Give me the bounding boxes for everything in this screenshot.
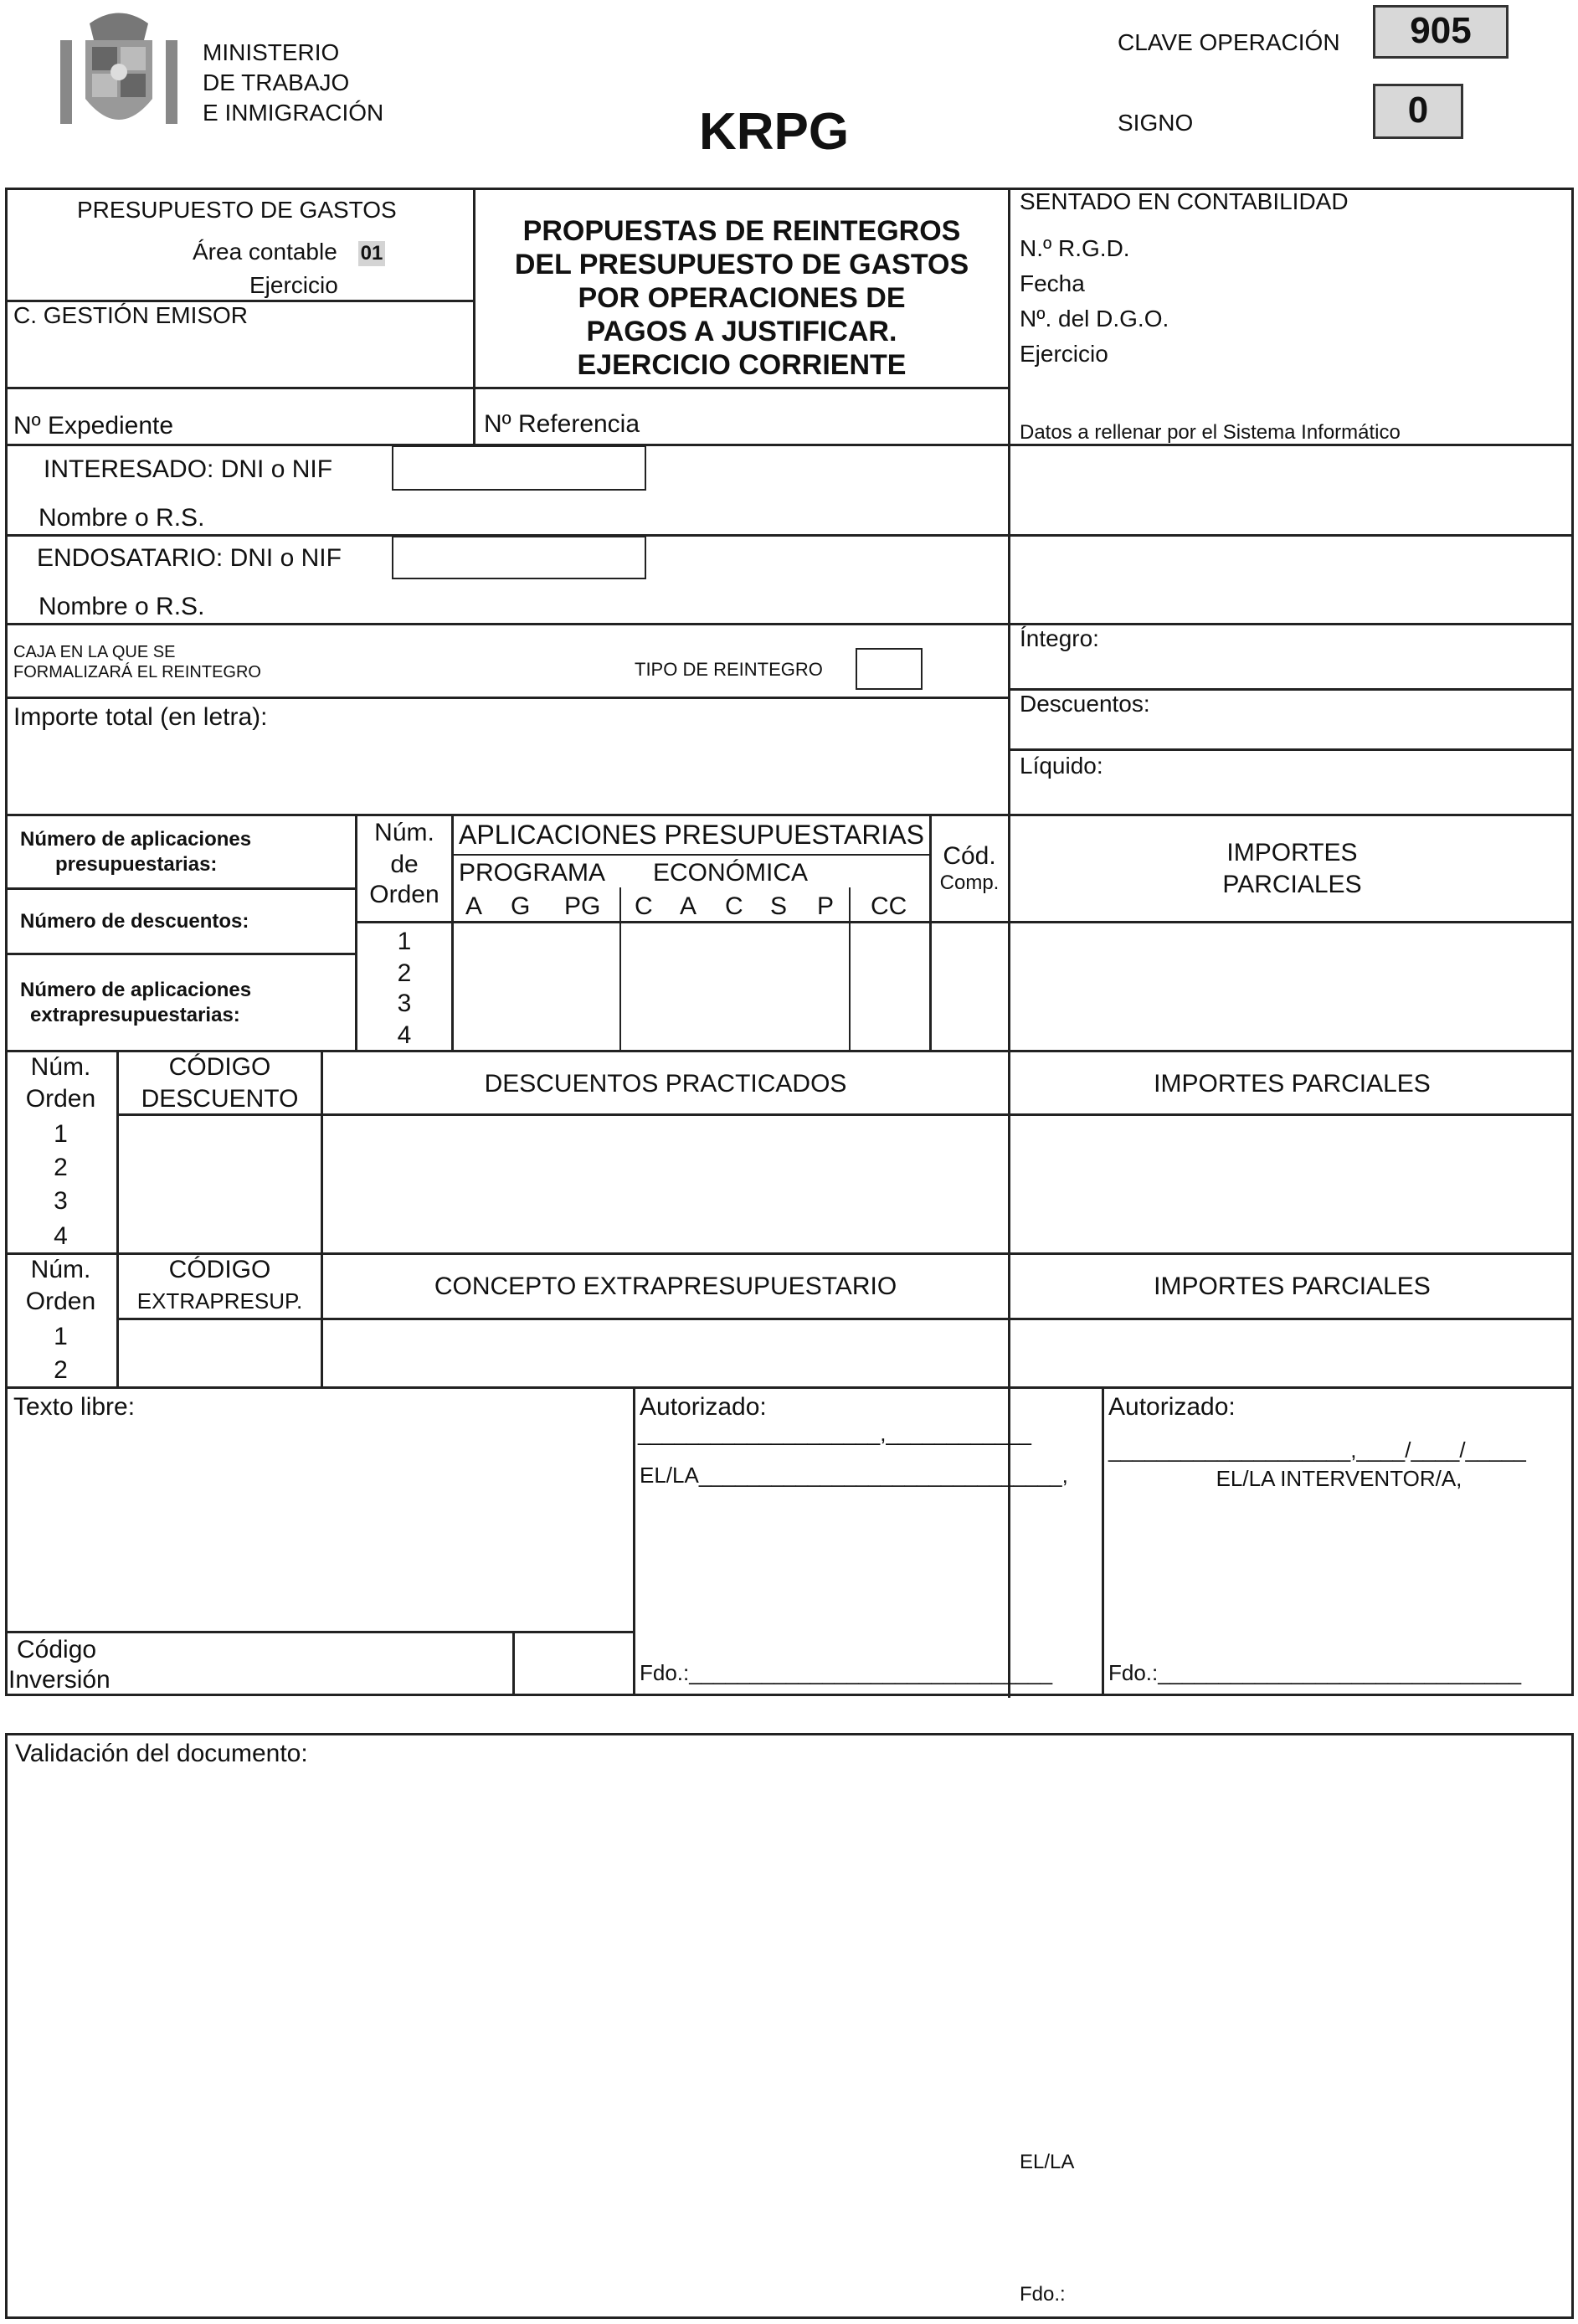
- datos-sistema-label: Datos a rellenar por el Sistema Informático: [1020, 421, 1401, 444]
- desc-order-1: 1: [54, 1120, 68, 1148]
- economica-label: ECONÓMICA: [653, 859, 809, 887]
- importe-letra-label: Importe total (en letra):: [13, 703, 268, 731]
- validacion-label: Validación del documento:: [15, 1740, 308, 1767]
- tipo-reintegro-label: TIPO DE REINTEGRO: [635, 659, 823, 680]
- extra-num-l1: Núm.: [30, 1256, 91, 1283]
- desc-num-l2: Orden: [25, 1085, 96, 1113]
- extra-order-2: 2: [54, 1356, 68, 1384]
- num-aplicaciones-label-1: Número de aplicaciones: [20, 828, 252, 851]
- desc-num-l1: Núm.: [30, 1053, 91, 1081]
- autorizado-1-line[interactable]: ____________________,____________: [638, 1421, 1031, 1446]
- importes-parciales-l2: PARCIALES: [1222, 871, 1362, 898]
- presupuesto-gastos: PRESUPUESTO DE GASTOS: [77, 197, 397, 223]
- autorizado-2-line[interactable]: ____________________,____/____/_____: [1108, 1437, 1526, 1463]
- col-c2: C: [725, 892, 743, 920]
- validacion-ella: EL/LA: [1020, 2151, 1075, 2173]
- desc-importes-parciales: IMPORTES PARCIALES: [1154, 1070, 1431, 1098]
- referencia-label: Nº Referencia: [484, 410, 640, 438]
- ministry-line-2: DE TRABAJO: [203, 69, 350, 95]
- num-aplicaciones-label-2: presupuestarias:: [55, 853, 218, 876]
- autorizado-1-label: Autorizado:: [640, 1393, 767, 1421]
- desc-order-2: 2: [54, 1154, 68, 1181]
- ap-order-2: 2: [397, 959, 412, 987]
- col-g: G: [511, 892, 531, 920]
- form-title-line-2: DEL PRESUPUESTO DE GASTOS: [514, 249, 969, 280]
- num-extra-label-2: extrapresupuestarias:: [30, 1004, 240, 1026]
- ministry-line-3: E INMIGRACIÓN: [203, 100, 384, 126]
- area-contable-value: 01: [358, 241, 385, 266]
- integro-label: Íntegro:: [1020, 625, 1099, 651]
- validation-frame: [5, 1733, 1574, 2319]
- aplicaciones-presupuestarias: APLICACIONES PRESUPUESTARIAS: [459, 820, 924, 850]
- form-title-line-1: PROPUESTAS DE REINTEGROS: [522, 215, 961, 247]
- num-orden-l3: Orden: [369, 881, 439, 908]
- extra-num-l2: Orden: [25, 1288, 96, 1315]
- autorizado-2-label: Autorizado:: [1108, 1393, 1236, 1421]
- col-pg: PG: [564, 892, 601, 920]
- programa-label: PROGRAMA: [459, 859, 606, 887]
- codigo-descuento-l2: DESCUENTO: [141, 1085, 299, 1113]
- codigo-extra-l1: CÓDIGO: [168, 1256, 271, 1283]
- texto-libre-label: Texto libre:: [13, 1393, 136, 1421]
- codigo-inversion-l2: Inversión: [8, 1666, 111, 1694]
- clave-operacion-label: CLAVE OPERACIÓN: [1118, 29, 1340, 55]
- ejercicio-right-label: Ejercicio: [1020, 341, 1108, 367]
- cod-comp-l1: Cód.: [943, 842, 996, 870]
- signo-value: 0: [1373, 84, 1463, 139]
- codigo-inversion-l1: Código: [17, 1636, 97, 1663]
- cod-comp-l2: Comp.: [939, 872, 1000, 894]
- descuentos-practicados: DESCUENTOS PRACTICADOS: [484, 1070, 847, 1098]
- ejercicio-label: Ejercicio: [249, 272, 338, 298]
- codigo-descuento-l1: CÓDIGO: [168, 1053, 271, 1081]
- num-orden-l2: de: [390, 851, 419, 878]
- codigo-inversion-field[interactable]: [515, 1633, 632, 1694]
- extra-order-1: 1: [54, 1323, 68, 1350]
- col-p: P: [817, 892, 835, 920]
- c-gestion-emisor: C. GESTIÓN EMISOR: [13, 302, 249, 328]
- num-extra-label-1: Número de aplicaciones: [20, 979, 252, 1001]
- interesado-nif-field[interactable]: [392, 445, 646, 491]
- sentado-contabilidad: SENTADO EN CONTABILIDAD: [1020, 188, 1349, 214]
- fecha-label: Fecha: [1020, 270, 1085, 296]
- interventor-label: EL/LA INTERVENTOR/A,: [1216, 1466, 1462, 1491]
- ndgo-label: Nº. del D.G.O.: [1020, 306, 1169, 332]
- signo-label: SIGNO: [1118, 110, 1194, 136]
- fdo-1-line[interactable]: Fdo.:______________________________: [640, 1660, 1053, 1685]
- desc-order-4: 4: [54, 1222, 68, 1250]
- validacion-fdo: Fdo.:: [1020, 2283, 1066, 2306]
- importes-parciales-l1: IMPORTES: [1226, 839, 1358, 866]
- col-s: S: [770, 892, 788, 920]
- num-orden-l1: Núm.: [374, 819, 434, 846]
- form-title-line-4: PAGOS A JUSTIFICAR.: [586, 316, 897, 347]
- nombre-interesado-label: Nombre o R.S.: [39, 504, 205, 532]
- tipo-reintegro-field[interactable]: [856, 648, 923, 690]
- liquido-label: Líquido:: [1020, 753, 1103, 779]
- clave-operacion-value: 905: [1373, 5, 1509, 59]
- desc-order-3: 3: [54, 1187, 68, 1215]
- codigo-extra-l2: EXTRAPRESUP.: [136, 1288, 303, 1314]
- endosatario-nif-field[interactable]: [392, 536, 646, 579]
- ministry-line-1: MINISTERIO: [203, 39, 340, 65]
- nrgd-label: N.º R.G.D.: [1020, 235, 1130, 261]
- form-code: KRPG: [699, 103, 850, 161]
- form-title-line-3: POR OPERACIONES DE: [578, 282, 906, 314]
- col-c: C: [635, 892, 653, 920]
- coat-of-arms-logo: [52, 7, 186, 132]
- col-a: A: [465, 892, 483, 920]
- interesado-label: INTERESADO: DNI o NIF: [44, 455, 333, 483]
- ap-order-4: 4: [397, 1021, 412, 1049]
- endosatario-label: ENDOSATARIO: DNI o NIF: [37, 544, 342, 572]
- ap-order-1: 1: [397, 928, 412, 955]
- ella-line[interactable]: EL/LA______________________________,: [640, 1463, 1068, 1488]
- descuentos-label: Descuentos:: [1020, 691, 1150, 717]
- col-a2: A: [680, 892, 697, 920]
- fdo-2-line[interactable]: Fdo.:______________________________: [1108, 1660, 1522, 1685]
- expediente-label: Nº Expediente: [13, 412, 174, 440]
- caja-label-2: FORMALIZARÁ EL REINTEGRO: [13, 663, 261, 681]
- col-cc: CC: [871, 892, 907, 920]
- area-contable-label: Área contable: [193, 239, 337, 265]
- num-descuentos-label: Número de descuentos:: [20, 910, 249, 933]
- nombre-endosatario-label: Nombre o R.S.: [39, 593, 205, 620]
- ap-order-3: 3: [397, 990, 412, 1017]
- caja-label-1: CAJA EN LA QUE SE: [13, 643, 176, 661]
- extra-importes-parciales: IMPORTES PARCIALES: [1154, 1273, 1431, 1300]
- concepto-extrapresupuestario: CONCEPTO EXTRAPRESUPUESTARIO: [434, 1273, 897, 1300]
- form-title-line-5: EJERCICIO CORRIENTE: [577, 349, 907, 381]
